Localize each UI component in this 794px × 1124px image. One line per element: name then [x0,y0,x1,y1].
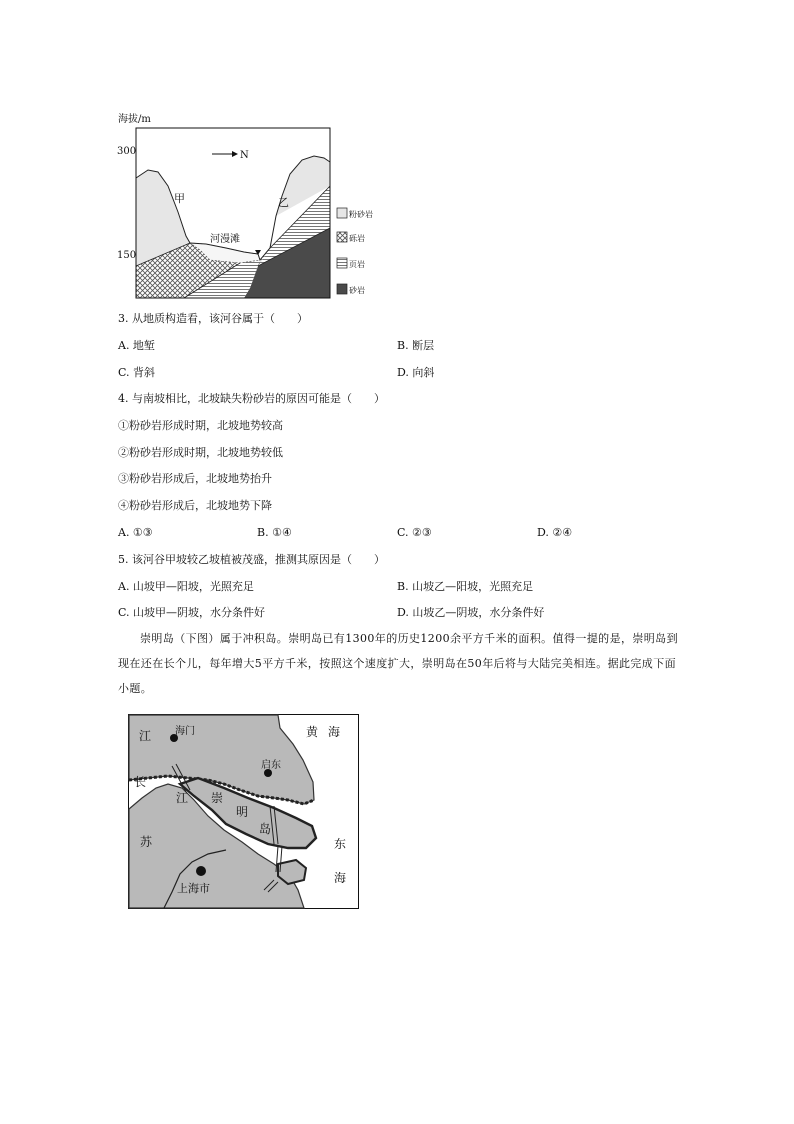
q5-stem: 5. 该河谷甲坡较乙坡植被茂盛，推测其原因是（ ） [118,553,385,566]
y-axis-label: 海拔/m [118,114,151,125]
q3-option-a: A. 地堑 [118,339,155,352]
passage: 崇明岛（下图）属于冲积岛。崇明岛已有1300年的历史1200余平方千米的面积。值得一提的是，崇明岛到现在还在长个儿，每年增大5平方千米，按照这个速度扩大，崇明岛在50年后将与大陆完美相连。据此完成下面小题。 [118,632,678,695]
map-label-dong: 东 [334,837,347,851]
q4-statement-4: ④粉砂岩形成后，北坡地势下降 [118,499,272,512]
label-floodplain: 河漫滩 [210,234,240,245]
q3-option-d: D. 向斜 [397,366,435,379]
north-arrow-label: N [240,150,249,161]
map-label-dao: 岛 [259,822,272,836]
map-label-jiang-mid: 江 [176,791,189,805]
islet [278,860,306,884]
legend [337,208,373,295]
q3-option-c: C. 背斜 [118,366,156,379]
map-label-shanghai: 上海市 [177,882,210,895]
q4-stem: 4. 与南坡相比，北坡缺失粉砂岩的原因可能是（ ） [118,392,385,405]
map-label-jiang-left: 江 [139,729,152,743]
q4-option-b: B. ①④ [257,526,292,539]
q4-option-a: A. ①③ [118,526,153,539]
map-label-huang: 黄 [306,725,319,739]
tick-label-150: 150 [117,250,137,261]
q5-option-d: D. 山坡乙—阴坡，水分条件好 [397,606,545,619]
q3-option-b: B. 断层 [397,339,435,352]
legend-label-siltstone: 粉砂岩 [349,210,373,219]
chongming-map-figure [128,714,359,909]
shanghai-dot [196,866,206,876]
legend-label-conglomerate: 砾岩 [349,234,365,243]
map-label-su: 苏 [140,835,153,849]
map-label-haimen: 海门 [175,726,195,737]
q4-statement-1: ①粉砂岩形成时期，北坡地势较高 [118,419,283,432]
map-label-hai-east: 海 [334,871,347,885]
q5-option-b: B. 山坡乙—阳坡，光照充足 [397,580,534,593]
geologic-profile-figure [110,108,373,304]
q4-option-d: D. ②④ [537,526,573,539]
q4-statement-3: ③粉砂岩形成后，北坡地势抬升 [118,472,272,485]
legend-label-shale: 页岩 [349,260,365,269]
q5-option-a: A. 山坡甲—阳坡，光照充足 [118,580,254,593]
q4-statement-2: ②粉砂岩形成时期，北坡地势较低 [118,446,283,459]
map-label-ming: 明 [236,805,249,819]
q5-option-c: C. 山坡甲—阴坡，水分条件好 [118,606,266,619]
q4-option-c: C. ②③ [397,526,432,539]
label-yi: 乙 [278,196,289,209]
tick-label-300: 300 [117,146,137,157]
map-label-chang: 长 [134,775,147,789]
map-label-chong: 崇 [211,791,224,805]
q3-stem: 3. 从地质构造看，该河谷属于（ ） [118,312,308,325]
map-label-hai-yellow: 海 [328,725,341,739]
legend-label-sandstone: 砂岩 [349,286,365,295]
map-label-qidong: 启东 [261,760,281,771]
label-jia: 甲 [174,192,185,205]
